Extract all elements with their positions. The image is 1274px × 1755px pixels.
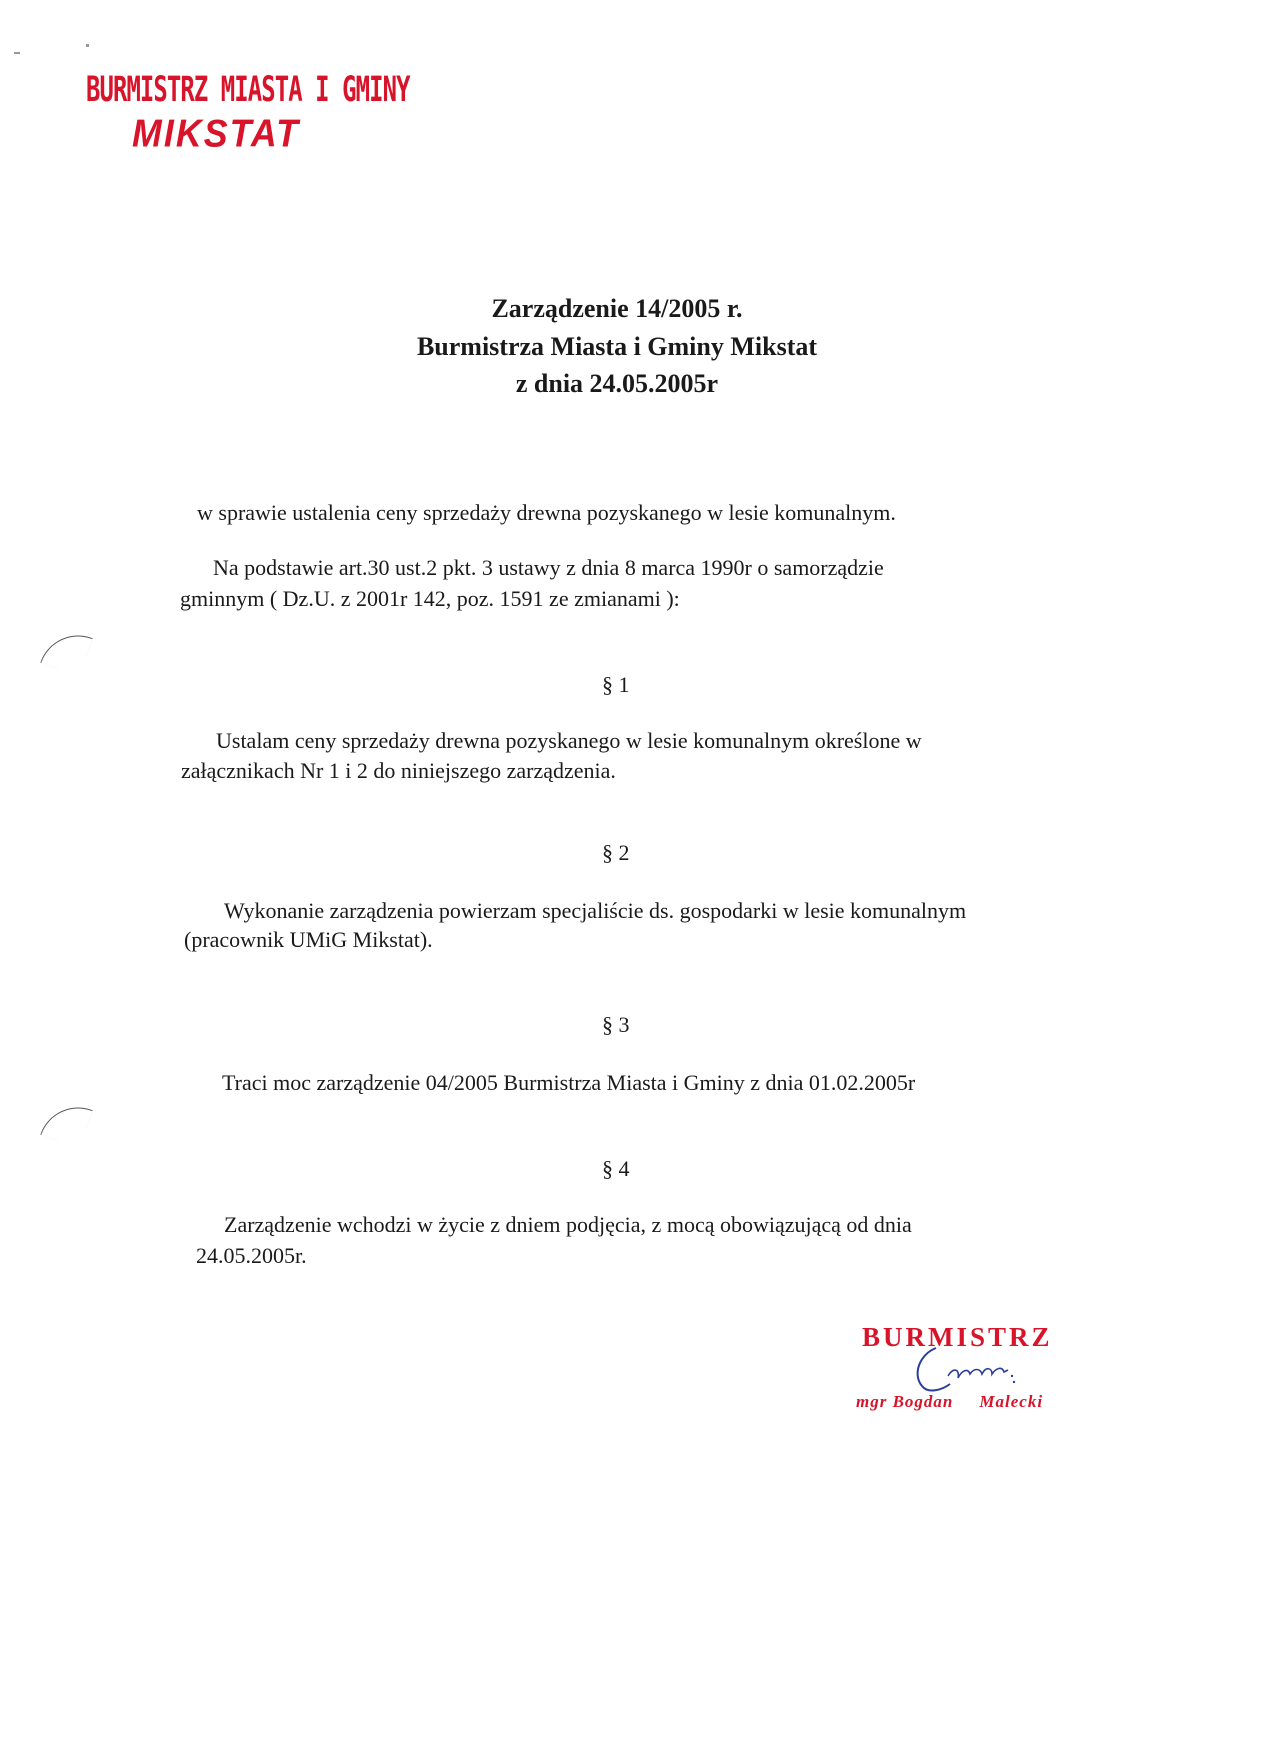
section-1-line-2: załącznikach Nr 1 i 2 do niniejszego zarządzenia.: [181, 758, 616, 783]
document-issuer: Burmistrza Miasta i Gminy Mikstat: [416, 332, 818, 361]
signature-stamp-title: BURMISTRZ: [862, 1322, 1053, 1352]
signatory-first-name: mgr Bogdan: [856, 1392, 954, 1411]
section-2-line-2: (pracownik UMiG Mikstat).: [184, 927, 433, 952]
signatory-name: [856, 1392, 1043, 1412]
scan-speck: [86, 44, 89, 47]
section-mark-4: § 4: [602, 1156, 630, 1181]
punch-hole-mark: [40, 624, 93, 677]
signatory-surname: Malecki: [979, 1392, 1044, 1411]
section-mark-1: § 1: [602, 672, 630, 697]
stamp-town-name: MIKSTAT: [132, 112, 301, 156]
legal-basis-line-1: Na podstawie art.30 ust.2 pkt. 3 ustawy z dnia 8 marca 1990r o samorządzie: [213, 555, 884, 580]
section-4-line-2: 24.05.2005r.: [196, 1243, 307, 1268]
scan-speck: [14, 52, 20, 54]
section-mark-3: § 3: [602, 1012, 630, 1037]
legal-basis-line-2: gminnym ( Dz.U. z 2001r 142, poz. 1591 ze zmianami ):: [180, 586, 680, 611]
section-1-line-1: Ustalam ceny sprzedaży drewna pozyskanego w lesie komunalnym określone w: [216, 728, 922, 753]
section-2-line-1: Wykonanie zarządzenia powierzam specjaliście ds. gospodarki w lesie komunalnym: [224, 898, 967, 923]
document-date: z dnia 24.05.2005r: [515, 369, 719, 398]
document-title: Zarządzenie 14/2005 r.: [491, 294, 743, 323]
section-mark-2: § 2: [602, 840, 630, 865]
section-3-line-1: Traci moc zarządzenie 04/2005 Burmistrza Miasta i Gminy z dnia 01.02.2005r: [222, 1070, 916, 1095]
punch-hole-mark: [40, 1096, 93, 1149]
section-4-line-1: Zarządzenie wchodzi w życie z dniem podjęcia, z mocą obowiązującą od dnia: [224, 1212, 912, 1237]
stamp-office-name: BURMISTRZ MIASTA I GMINY: [86, 70, 410, 111]
document-subject: w sprawie ustalenia ceny sprzedaży drewna pozyskanego w lesie komunalnym.: [197, 500, 896, 525]
